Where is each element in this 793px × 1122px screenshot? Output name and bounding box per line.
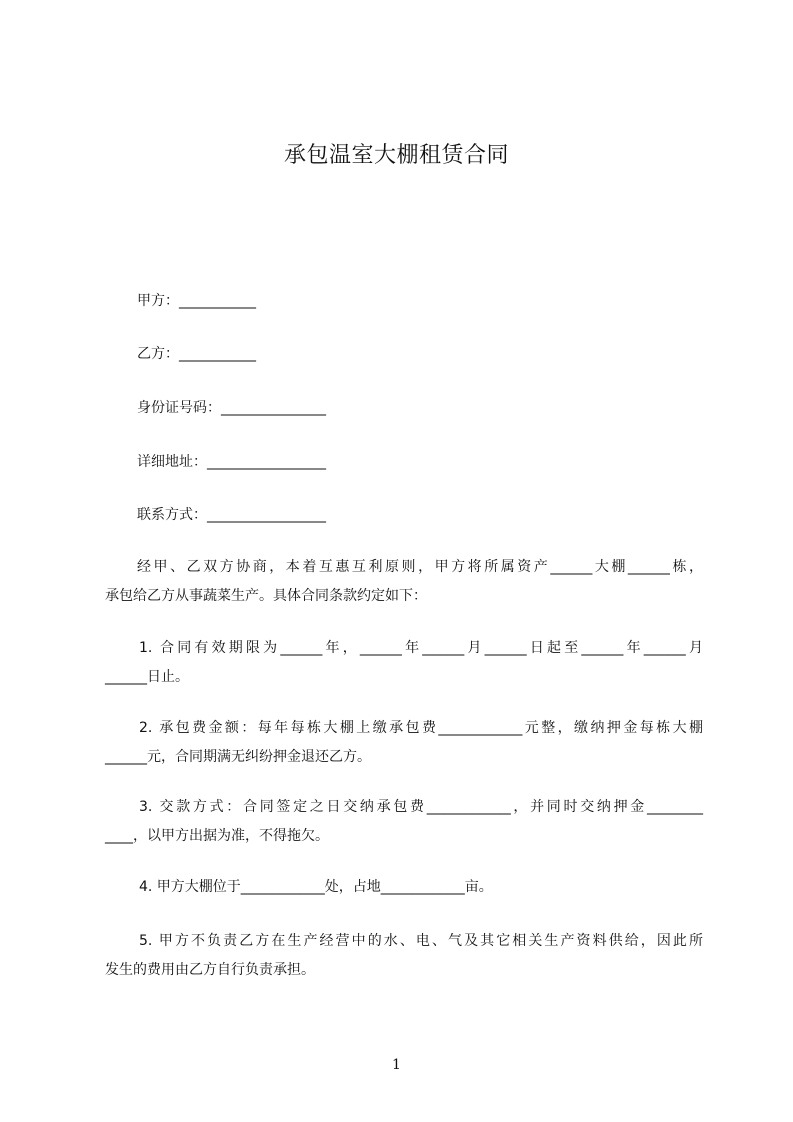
party-a-field: 甲方：___________	[137, 293, 256, 309]
clause-5-line-2: 发生的费用由乙方自行负责承担。	[105, 962, 315, 978]
clause-3-line-2: ____，以甲方出据为准，不得拖欠。	[105, 828, 329, 844]
clause-2-line-2: ______元，合同期满无纠纷押金退还乙方。	[105, 749, 371, 765]
clause-1	[105, 638, 703, 696]
clause-1-line-2: ______日止。	[105, 669, 189, 685]
clause-3-line-1: 3. 交款方式：合同签定之日交纳承包费____________，并同时交纳押金________	[139, 799, 703, 815]
clause-2	[105, 718, 703, 776]
clause-1-line-1: 1. 合同有效期限为______年，______年______月______日起至______年______月	[139, 640, 703, 656]
intro-line-2: 承包给乙方从事蔬菜生产。具体合同条款约定如下：	[105, 588, 427, 604]
page-title: 承包温室大棚租赁合同	[283, 143, 509, 168]
address-field: 详细地址：_________________	[137, 454, 326, 470]
clause-4	[105, 877, 703, 906]
clause-5	[105, 931, 703, 989]
clause-3	[105, 797, 703, 855]
intro-line-1: 经甲、乙双方协商，本着互惠互利原则，甲方将所属资产______大棚______栋，	[137, 559, 703, 575]
clause-2-line-1: 2. 承包费金额：每年每栋大棚上缴承包费____________元整，缴纳押金每栋大棚	[139, 720, 703, 736]
intro-paragraph	[105, 557, 703, 615]
id-number-field: 身份证号码：_______________	[137, 400, 326, 416]
clause-5-line-1: 5. 甲方不负责乙方在生产经营中的水、电、气及其它相关生产资料供给，因此所	[139, 933, 703, 949]
contact-field: 联系方式：_________________	[137, 507, 326, 523]
clause-4-line-1: 4. 甲方大棚位于____________处，占地____________亩。	[139, 879, 493, 895]
page-number: 1	[392, 1057, 401, 1073]
party-b-field: 乙方：___________	[137, 346, 256, 362]
